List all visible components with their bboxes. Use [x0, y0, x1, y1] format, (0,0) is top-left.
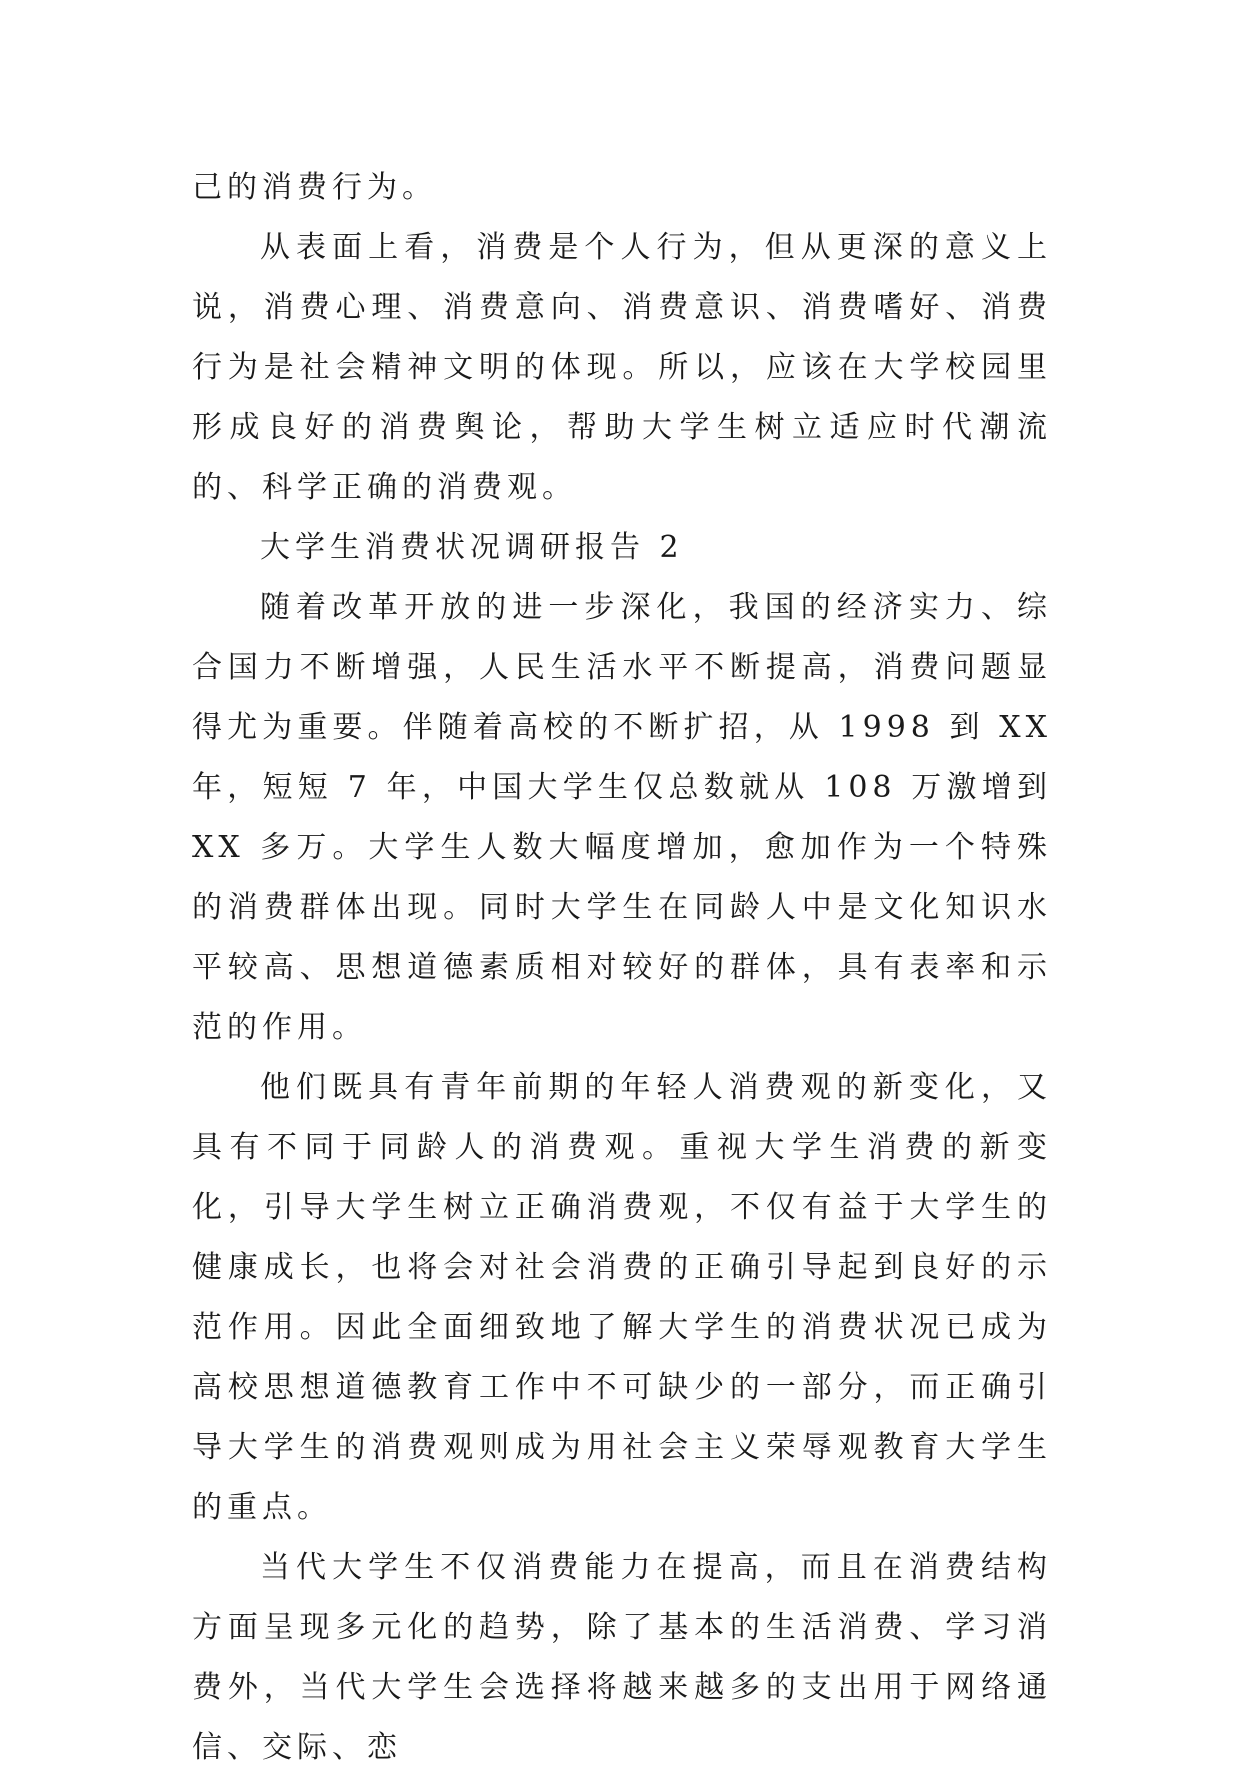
section-heading: 大学生消费状况调研报告 2 — [260, 530, 684, 565]
paragraph: 从表面上看，消费是个人行为，但从更深的意义上说，消费心理、消费意向、消费意识、消费嗜好、消费行为是社会精神文明的体现。所以，应该在大学校园里形成良好的消费舆论，帮助大学生树立适应时代潮流的、科学正确的消费观。 — [192, 230, 1052, 505]
paragraph: 他们既具有青年前期的年轻人消费观的新变化，又具有不同于同龄人的消费观。重视大学生消费的新变化，引导大学生树立正确消费观，不仅有益于大学生的健康成长，也将会对社会消费的正确引导起到良好的示范作用。因此全面细致地了解大学生的消费状况已成为高校思想道德教育工作中不可缺少的一部分，而正确引导大学生的消费观则成为用社会主义荣辱观教育大学生的重点。 — [192, 1070, 1052, 1525]
paragraph: 随着改革开放的进一步深化，我国的经济实力、综合国力不断增强，人民生活水平不断提高，消费问题显得尤为重要。伴随着高校的不断扩招，从 1998 到 XX 年，短短 7 年，中国大学生仅总数就从 108 万激增到 XX 多万。大学生人数大幅度增加，愈加作为一个特殊的消费群体出现。同时大学生在同龄人中是文化知识水平较高、思想道德素质相对较好的群体，具有表率和示范的作用。 — [192, 590, 1052, 1045]
paragraph-continuation: 己的消费行为。 — [192, 170, 437, 205]
document-body — [192, 158, 1052, 1778]
paragraph: 当代大学生不仅消费能力在提高，而且在消费结构方面呈现多元化的趋势，除了基本的生活消费、学习消费外，当代大学生会选择将越来越多的支出用于网络通信、交际、恋 — [192, 1550, 1052, 1765]
